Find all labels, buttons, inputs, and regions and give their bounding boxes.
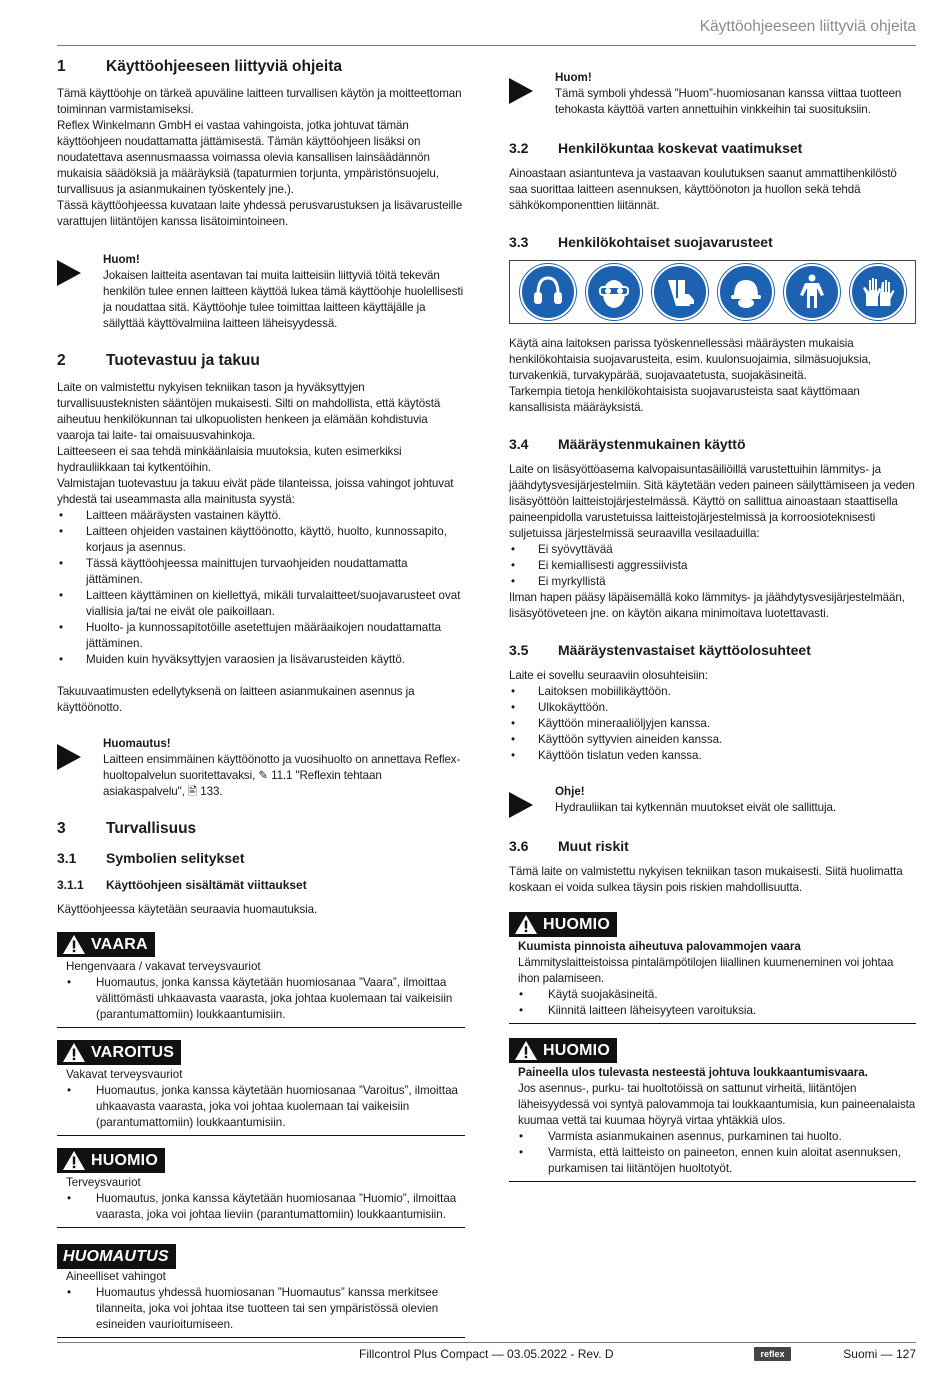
section-1-heading: 1 Käyttöohjeeseen liittyviä ohjeita: [57, 58, 343, 75]
paragraph: Reflex Winkelmann GmbH ei vastaa vahingoista, jotka johtuvat tämän käyttöohjeen noudattamatta jättämisestä. Tämän käyttöohjeen lisäksi on noudatettava asennusmaassa voimassa olevia kansallisen lainsäädännön mukaisia säädöksiä ja määräyksiä (tapaturmien torjunta, ympäristönsuojelu, turvallisuus ja asianmukainen työskentely jne.).: [57, 119, 439, 196]
play-arrow-icon: [509, 784, 555, 818]
paragraph: Laitteeseen ei saa tehdä minkäänlaisia muutoksia, kuten esimerkiksi hydrauliikkaan tai kytkentöihin.: [57, 445, 402, 474]
paragraph: Ilman hapen pääsy läpäisemällä koko lämmitys- ja jäähdytysvesijärjestelmään, lisäsyötöveteen jne. on käytön aikana minimoitava luotettavasti.: [509, 591, 905, 620]
warning-triangle-icon: [515, 1041, 537, 1060]
note-huom: Huom! Tämä symboli yhdessä ”Huom”-huomiosanan kanssa viittaa tuotteen tehokasta käyttöä varten annettuihin vinkkeihin tai suosituksiin.: [509, 70, 916, 118]
section-3-heading: 3 Turvallisuus: [57, 820, 197, 837]
warning-box-vaara: VAARA Hengenvaara / vakavat terveysvauriot • Huomautus, jonka kanssa käytetään huomiosanaa ”Vaara”, ilmoittaa välittömästi uhkaavasta vaarasta, joka johtaa kuolemaan tai vaikeisiin (parantumattomiin) loukkaantumisiin.: [57, 932, 465, 1028]
safety-boots-icon: [652, 264, 708, 320]
reflex-logo: reflex: [754, 1347, 791, 1361]
warning-triangle-icon: [63, 935, 85, 954]
signal-word-badge: VAARA: [57, 932, 155, 957]
list-item: • Ei myrkyllistä: [509, 574, 916, 590]
list-item: • Käyttöön tislatun veden kanssa.: [509, 748, 916, 764]
list-item: • Varmista, että laitteisto on paineeton, ennen kuin aloitat asennuksen, purkamisen tai liitäntöjen huoltotyöt.: [509, 1145, 916, 1177]
play-arrow-icon: [57, 252, 103, 332]
list-item: • Huomautus, jonka kanssa käytetään huomiosanaa ”Varoitus”, ilmoittaa uhkaavasta vaarasta, joka voi johtaa kuolemaan tai vaikeisiin (parantumattomiin) loukkaantumisiin.: [57, 1083, 465, 1131]
bullet-list: [57, 508, 465, 668]
warning-triangle-icon: [63, 1043, 85, 1062]
list-item: • Kiinnitä laitteen läheisyyteen varoituksia.: [509, 1003, 916, 1019]
signal-word-badge: VAROITUS: [57, 1040, 181, 1065]
paragraph: Laite ei sovellu seuraaviin olosuhteisiin:: [509, 669, 708, 682]
list-item: • Varmista asianmukainen asennus, purkaminen tai huolto.: [509, 1129, 916, 1145]
list-item: • Tässä käyttöohjeessa mainittujen turvaohjeiden noudattamatta jättäminen.: [57, 556, 465, 588]
paragraph: Ainoastaan asiantunteva ja vastaavan koulutuksen saanut ammattihenkilöstö saa suorittaa laitteen asennuksen, käyttöönoton ja huollon sekä tehdä sähkökomponenttien liitännät.: [509, 167, 897, 212]
hard-hat-icon: [718, 264, 774, 320]
page-footer: [57, 1342, 916, 1366]
list-item: • Huomautus, jonka kanssa käytetään huomiosanaa ”Vaara”, ilmoittaa välittömästi uhkaavasta vaarasta, joka johtaa kuolemaan tai vaikeisiin (parantumattomiin) loukkaantumisiin.: [57, 975, 465, 1023]
paragraph: Laite on lisäsyöttöasema kalvopaisuntasäiliöillä varustettuihin lämmitys- ja jäähdytysvesijärjestelmiin. Sitä käytetään veden paineen säilyttämiseen ja veden lisäsyöttöön laitteistojärjestelmässä. Käyttö on sallittua ainoastaan staattisella paineenpidolla varustetuissa laitteistojärjestelmissä ja korroosioteknisesti suljetuissa järjestelmissä seuraavilla vesilaaduilla:: [509, 463, 915, 540]
section-3-5-heading: 3.5 Määräystenvastaiset käyttöolosuhteet: [509, 642, 811, 658]
list-item: • Laitteen käyttäminen on kiellettyä, mikäli turvalaitteet/suojavarusteet ovat viallisia ja/tai ne eivät ole paikoillaan.: [57, 588, 465, 620]
list-item: • Käyttöön syttyvien aineiden kanssa.: [509, 732, 916, 748]
list-item: • Muiden kuin hyväksyttyjen varaosien ja lisävarusteiden käyttö.: [57, 652, 465, 668]
warning-box-huomio-pressure: HUOMIO Paineella ulos tulevasta nesteestä johtuva loukkaantumisvaara. Jos asennus-, purku- tai huoltotöissä on sattunut virheitä, liitäntöjen läheisyydessä voi syntyä palovammoja tai loukkaantumisia, kun paineenalaista kuumaa vettä tai kuumaa höyryä virtaa yhtäkkiä ulos. • Varmista asianmukainen asennus, purkaminen tai huolto. • Varmista, että laitteisto on paineeton, ennen kuin aloitat asennuksen, purkamisen tai liitäntöjen huoltotyöt.: [509, 1038, 916, 1182]
warning-box-varoitus: VAROITUS Vakavat terveysvauriot • Huomautus, jonka kanssa käytetään huomiosanaa ”Varoitus”, ilmoittaa uhkaavasta vaarasta, joka voi johtaa kuolemaan tai vaikeisiin (parantumattomiin) loukkaantumisiin.: [57, 1040, 465, 1136]
section-3-1-heading: 3.1 Symbolien selitykset: [57, 850, 245, 866]
paragraph: Valmistajan tuotevastuu ja takuu eivät päde tilanteissa, joissa vahingot johtuvat yhdestä tai useammasta alla mainitusta syystä:: [57, 477, 454, 506]
paragraph: Tarkempia tietoja henkilökohtaisista suojavarusteista saat käyttömaan kansallisista määräyksistä.: [509, 385, 860, 414]
note-ohje: Ohje! Hydrauliikan tai kytkennän muutokset eivät ole sallittuja.: [509, 784, 916, 818]
list-item: • Huomautus yhdessä huomiosanan ”Huomautus” kanssa merkitsee tilanneita, joka voi johtaa itse tuotteen tai sen ympäristössä olevien esineiden vaurioitumiseen.: [57, 1285, 465, 1333]
paragraph: Tämä käyttöohje on tärkeä apuväline laitteen turvallisen käytön ja moitteettoman toiminnan varmistamiseksi.: [57, 87, 462, 116]
paragraph: Tässä käyttöohjeessa kuvataan laite yhdessä perusvarustuksen ja lisävarusteille varattujen liitäntöjen kanssa lisätoimintoineen.: [57, 199, 463, 228]
signal-word-badge: HUOMAUTUS: [57, 1244, 176, 1269]
warning-box-huomio-burns: HUOMIO Kuumista pinnoista aiheutuva palovammojen vaara Lämmityslaitteistoissa pintalämpötilojen liiallinen kuumeneminen voi johtaa ihon palamiseen. • Käytä suojakäsineitä. • Kiinnitä laitteen läheisyyteen varoituksia.: [509, 912, 916, 1024]
play-arrow-icon: [57, 736, 103, 800]
page-header: [57, 0, 916, 46]
warning-box-huomautus: HUOMAUTUS Aineelliset vahingot • Huomautus yhdessä huomiosanan ”Huomautus” kanssa merkitsee tilanneita, joka voi johtaa itse tuotteen tai sen ympäristössä olevien esineiden vaurioitumiseen.: [57, 1244, 465, 1338]
gloves-icon: [850, 264, 906, 320]
eye-protection-icon: [586, 264, 642, 320]
list-item: • Käyttöön mineraaliöljyjen kanssa.: [509, 716, 916, 732]
protective-clothing-icon: [784, 264, 840, 320]
bullet-list: [509, 542, 916, 590]
section-3-6-heading: 3.6 Muut riskit: [509, 838, 629, 854]
section-3-1-1-heading: 3.1.1 Käyttöohjeen sisältämät viittaukset: [57, 878, 307, 892]
paragraph: Takuuvaatimusten edellytyksenä on laitteen asianmukainen asennus ja käyttöönotto.: [57, 685, 415, 714]
paragraph: Käytä aina laitoksen parissa työskennellessäsi määräysten mukaisia henkilökohtaisia suojavarusteita, esim. kuulonsuojaimia, silmäsuojuksia, turvakenkiä, turvakypärää, suojavaatetusta, suojakäsineitä.: [509, 337, 872, 382]
section-3-3-heading: 3.3 Henkilökohtaiset suojavarusteet: [509, 234, 773, 250]
list-item: • Ei syövyttävää: [509, 542, 916, 558]
note-huom: Huom! Jokaisen laitteita asentavan tai muita laitteisiin liittyviä töitä tekevän henkilön tulee ennen laitteen käyttöä lukea tämä käyttöohje huolellisesti ja noudattaa sitä. Käyttöohje tulee toimittaa laitteen käyttäjälle ja säilyttää käyttövalmiina laitteen läheisyydessä.: [57, 252, 465, 332]
running-title: Käyttöohjeeseen liittyviä ohjeita: [699, 18, 916, 35]
warning-box-huomio: HUOMIO Terveysvauriot • Huomautus, jonka kanssa käytetään huomiosanaa ”Huomio”, ilmoittaa vaarasta, joka voi johtaa lieviin (parantumattomiin) loukkaantumisiin.: [57, 1148, 465, 1228]
paragraph: Käyttöohjeessa käytetään seuraavia huomautuksia.: [57, 903, 318, 916]
list-item: • Laitteen määräysten vastainen käyttö.: [57, 508, 465, 524]
signal-word-badge: HUOMIO: [509, 912, 617, 937]
list-item: • Ulkokäyttöön.: [509, 700, 916, 716]
section-2-heading: 2 Tuotevastuu ja takuu: [57, 352, 260, 369]
list-item: • Ei kemiallisesti aggressiivista: [509, 558, 916, 574]
page-number: Suomi — 127: [843, 1347, 916, 1361]
play-arrow-icon: [509, 70, 555, 118]
bullet-list: [509, 684, 916, 764]
section-3-2-heading: 3.2 Henkilökuntaa koskevat vaatimukset: [509, 140, 803, 156]
signal-word-badge: HUOMIO: [57, 1148, 165, 1173]
list-item: • Laitteen ohjeiden vastainen käyttöönotto, käyttö, huolto, kunnossapito, korjaus ja asennus.: [57, 524, 465, 556]
left-column: [57, 58, 465, 1338]
list-item: • Huolto- ja kunnossapitotöille asetettujen määräaikojen noudattamatta jättäminen.: [57, 620, 465, 652]
list-item: • Laitoksen mobiilikäyttöön.: [509, 684, 916, 700]
list-item: • Huomautus, jonka kanssa käytetään huomiosanaa ”Huomio”, ilmoittaa vaarasta, joka voi johtaa lieviin (parantumattomiin) loukkaantumisiin.: [57, 1191, 465, 1223]
paragraph: Tämä laite on valmistettu nykyisen tekniikan tason mukaisesti. Siitä huolimatta koskaan ei voida sulkea täysin pois riskien mahdollisuutta.: [509, 865, 903, 894]
note-huomautus: Huomautus! Laitteen ensimmäinen käyttöönotto ja vuosihuolto on annettava Reflex-huoltopalvelun suoritettavaksi, ✎ 11.1 "Reflexin tehtaan asiakaspalvelu", 🖹 133.: [57, 736, 465, 800]
ear-protection-icon: [520, 264, 576, 320]
warning-triangle-icon: [63, 1151, 85, 1170]
right-column: [509, 70, 916, 1182]
section-3-4-heading: 3.4 Määräystenmukainen käyttö: [509, 436, 746, 452]
signal-word-badge: HUOMIO: [509, 1038, 617, 1063]
list-item: • Käytä suojakäsineitä.: [509, 987, 916, 1003]
warning-triangle-icon: [515, 915, 537, 934]
document-info: Fillcontrol Plus Compact — 03.05.2022 - Rev. D: [359, 1347, 614, 1361]
ppe-icon-strip: [509, 260, 916, 324]
paragraph: Laite on valmistettu nykyisen tekniikan tason ja hyväksyttyjen turvallisuusteknisten sääntöjen mukaisesti. Silti on mahdollista, että käytöstä aiheutuu henkilökunnan tai ulkopuolisten henkeen ja elämään kohdistuvia vaaroja tai laite- tai omaisuusvahinkoja.: [57, 381, 441, 442]
